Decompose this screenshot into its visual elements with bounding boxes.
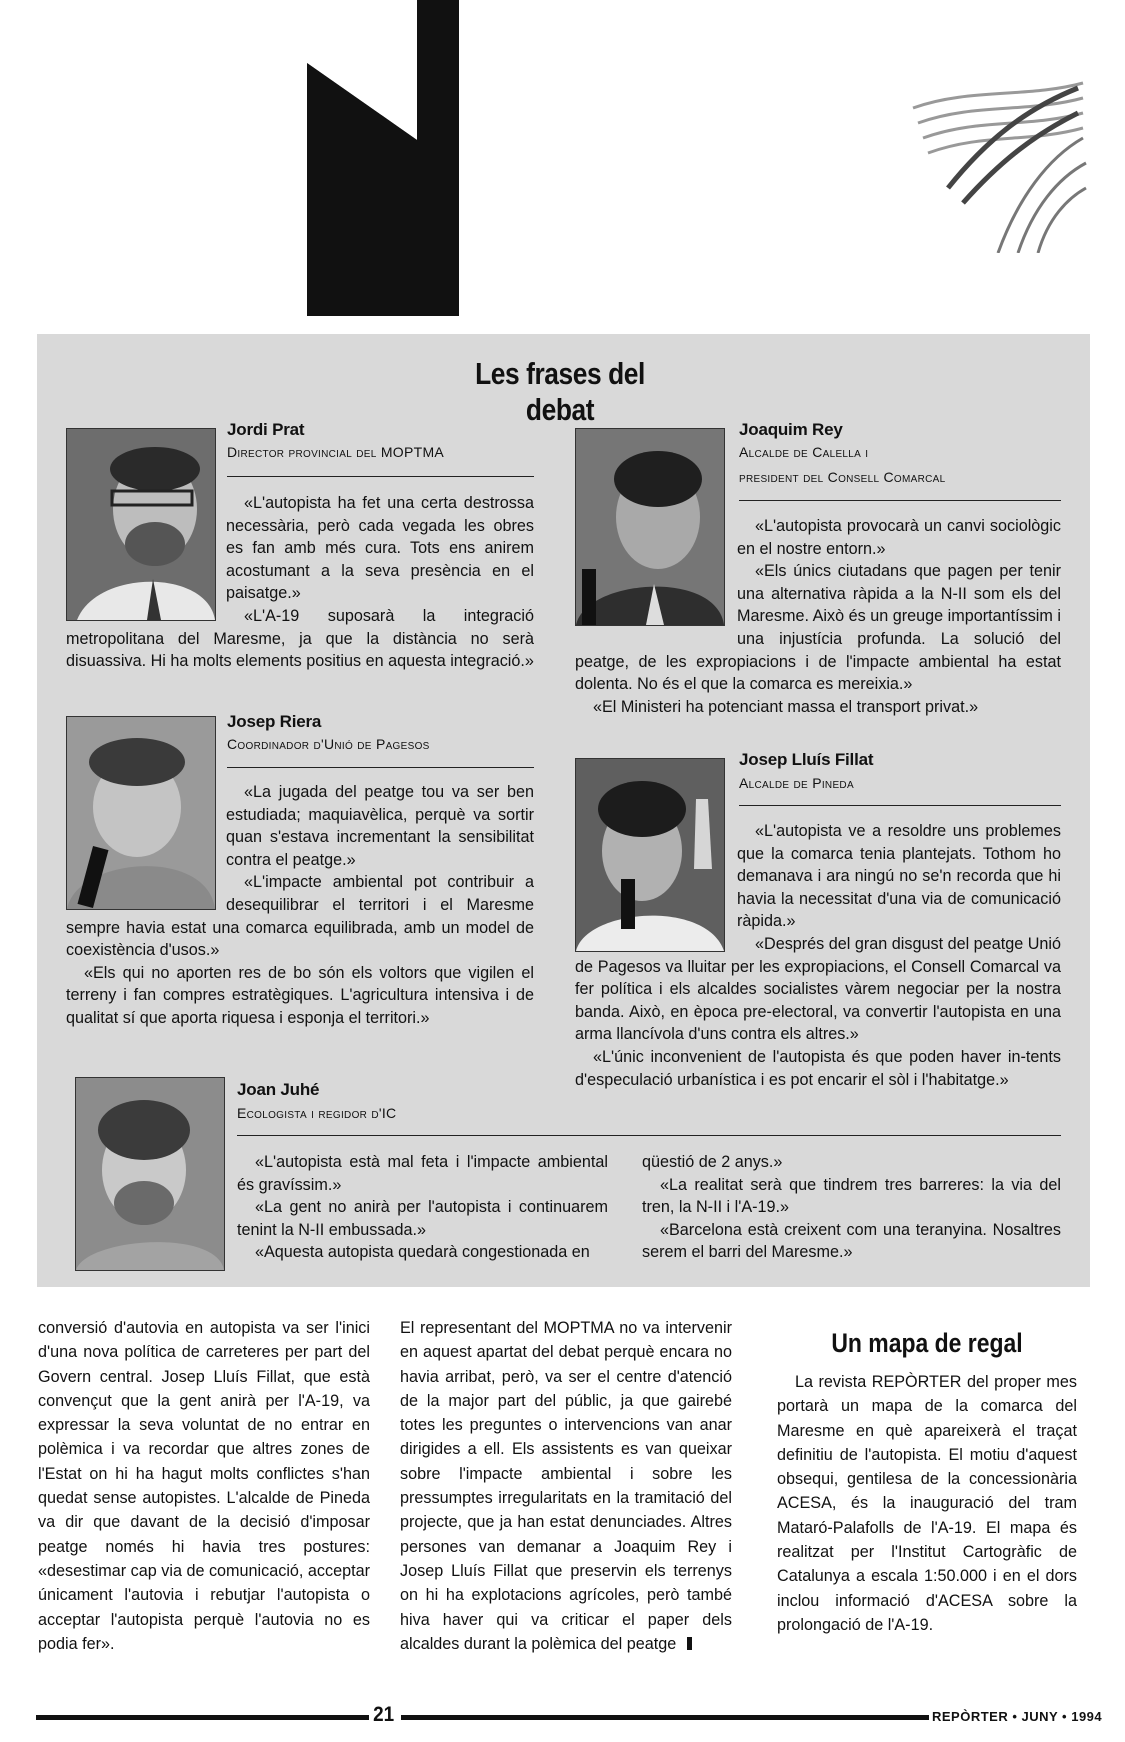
quote: «La gent no anirà per l'autopista i continuarem tenint la N-II embussada.» — [237, 1198, 608, 1239]
quote: «L'impacte ambiental pot contribuir a desequilibrar el territori i el Maresme sempre havia estat una comarca equilibrada, amb un model de coexistència d'usos.» — [66, 873, 534, 960]
quote: «La jugada del peatge tou va ser ben estudiada; maquiavèlica, perquè va sortir quan s'estava incrementant la sensibilitat contra el peatge.» — [226, 783, 534, 869]
article-column-2 — [400, 1316, 732, 1656]
speaker-name: Joaquim Rey — [739, 420, 843, 439]
quote: «Després del gran disgust del peatge Unió de Pagesos va lluitar per les expropiacions, el Consell Comarcal va fer política i els alcaldes socialistes vàrem negociar per la nostra banda. Això, en època pre-electoral, va convertir l'autopista en una arma llancívola d'uns contra els altres.» — [575, 934, 1061, 1044]
quote: «L'autopista està mal feta i l'impacte ambiental és gravíssim.» — [237, 1153, 608, 1194]
speaker-role: Coordinador d'Unió de Pagesos — [227, 736, 430, 752]
sidebar-text: La revista REPÒRTER del proper mes portarà un mapa de la comarca del Maresme en què apareixerà el traçat definitiu de l'autopista. El motiu d'aquest obsequi, gentilesa de la concessionària ACESA, és la inauguració del tram Mataró-Palafolls de l'A-19. El mapa és realitzat per l'Institut Cartogràfic de Catalunya a escala 1:50.000 i en el dors inclou informació d'ACESA sobre la prolongació de l'A-19. — [777, 1373, 1077, 1634]
article-column-1: conversió d'autovia en autopista va ser l'inici d'una nova política de carreteres per part del Govern central. Josep Lluís Fillat, que està convençut que la gent anirà per l'A-19, va expressar la seva voluntat de no entrar en polèmica i va recordar que altres zones de l'Estat on hi ha hagut molts conflictes s'han quedat sense autopistes. L'alcalde de Pineda va dir que davant de la decisió d'imposar peatge només hi havia tres postures: «desestimar cap via de comunicació, acceptar únicament l'autovia i rebutjar l'autopista o acceptar l'autopista perquè l'autovia no es podia fer». — [38, 1319, 371, 1653]
speaker-name: Jordi Prat — [227, 420, 305, 439]
divider — [739, 805, 1061, 806]
quote: «El Ministeri ha potenciant massa el transport privat.» — [593, 697, 979, 716]
divider — [739, 500, 1061, 501]
end-mark-icon — [687, 1637, 692, 1650]
quotes-josep-riera — [66, 781, 534, 1030]
footer-rule-left — [36, 1715, 369, 1720]
section-letter-graphic — [307, 0, 459, 316]
divider — [237, 1135, 1061, 1136]
quote: «L'A-19 suposarà la integració metropolitana del Maresme, ja que la distància no serà disuassiva. Hi ha molts elements positius en aquesta integració.» — [66, 606, 534, 671]
quote: «Els qui no aporten res de bo són els voltors que vigilen el terreny i fan compres estratègiques. L'agricultura intensiva i de qualitat sí que aporta riquesa i esponja el territori.» — [66, 963, 534, 1027]
quote: «Aquesta autopista quedarà congestionada en — [255, 1243, 590, 1262]
speaker-role: Director provincial del MOPTMA — [227, 444, 445, 460]
highway-logo-icon — [908, 78, 1088, 253]
quotes-joaquim-rey — [575, 515, 1061, 718]
quote: qüestió de 2 anys.» — [642, 1153, 783, 1171]
quote: «La realitat serà que tindrem tres barreres: la via del tren, la N-II i l'A-19.» — [642, 1175, 1061, 1217]
speaker-name: Joan Juhé — [237, 1080, 320, 1099]
sidebar-title: Un mapa de regal — [831, 1328, 1023, 1358]
quotes-josep-lluis-fillat — [575, 820, 1061, 1091]
panel-title: Les frases del debat — [475, 356, 645, 427]
speaker-role: Alcalde de Pineda — [739, 775, 854, 791]
speaker-role: Ecologista i regidor d'IC — [237, 1105, 397, 1121]
quote: «L'únic inconvenient de l'autopista és que poden haver in-tents d'especulació urbanística i es pot encarir el sòl i l'habitatge.» — [575, 1047, 1061, 1089]
photo-joan-juhe — [75, 1077, 225, 1271]
quote: «L'autopista provocarà un canvi sociològic en el nostre entorn.» — [737, 517, 1061, 558]
speaker-name: Josep Lluís Fillat — [739, 750, 874, 769]
footer-rule-right — [401, 1715, 929, 1720]
publication-name: REPÒRTER • JUNY • 1994 — [932, 1709, 1103, 1724]
divider — [227, 767, 534, 768]
quote: «Barcelona està creixent com una teranyina. Nosaltres serem el barri del Maresme.» — [642, 1220, 1061, 1262]
quote: «L'autopista ha fet una certa destrossa necessària, però cada vegada les obres es fan amb més cura. Tots ens anirem acostumant a la seva presència en el paisatge.» — [226, 494, 534, 603]
quote: «L'autopista ve a resoldre uns problemes que la comarca tenia plantejats. Tothom ho demanava i ara ningú no se'n recorda que hi havia la necessitat d'una via de comunicació ràpida.» — [737, 822, 1061, 931]
quotes-joan-juhe-right — [642, 1151, 1061, 1264]
speaker-role: president del Consell Comarcal — [739, 469, 946, 485]
divider — [227, 476, 534, 477]
quotes-jordi-prat — [66, 492, 534, 673]
quote: «Els únics ciutadans que pagen per tenir una alternativa ràpida a la N-II som els del Maresme. Això és un greuge importantíssim i una injustícia profunda. La solució del peatge, de les expropiacions i de l'impacte ambiental ha estat dolenta. No és el que la comarca es mereixia.» — [575, 562, 1061, 694]
speaker-role: Alcalde de Calella i — [739, 444, 869, 460]
speaker-name: Josep Riera — [227, 712, 322, 731]
quotes-joan-juhe-left — [237, 1151, 608, 1264]
article-column-2-text: El representant del MOPTMA no va intervenir en aquest apartat del debat perquè encara no havia arribat, però, va ser el centre d'atenció de la major part del públic, ja que gairebé totes les preguntes o intervencions van anar dirigides a ell. Els assistents es van queixar sobre l'impacte ambiental i sobre les pressumptes irregularitats en la tramitació del projecte, que ja han estat denunciades. Altres persones van demanar a Joaquim Rey i Josep Lluís Fillat que preservin els terrenys on hi ha explotacions agrícoles, però també hiva haver qui va criticar el paper dels alcaldes durant la polèmica del peatge — [400, 1319, 732, 1653]
page-number: 21 — [373, 1703, 395, 1726]
